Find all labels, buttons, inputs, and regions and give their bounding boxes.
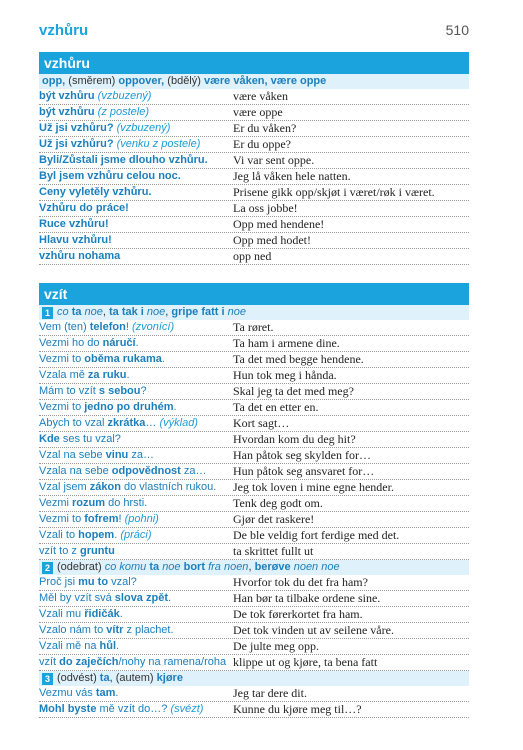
text-run: náručí	[102, 337, 136, 349]
text-run: do vlastních rukou.	[123, 481, 217, 493]
czech-phrase	[39, 416, 233, 431]
text-run: !	[118, 513, 125, 525]
example-row	[39, 121, 469, 137]
norwegian-translation: Kunne du kjøre meg til…?	[233, 702, 362, 716]
czech-phrase	[39, 400, 233, 415]
text-run: Mohl byste	[39, 703, 100, 715]
czech-phrase	[39, 544, 233, 559]
text-run: Byl jsem vzhůru celou noc.	[39, 170, 181, 182]
text-run: noe	[146, 306, 166, 318]
sense-number: 2	[42, 562, 53, 574]
text-run: /nohy na ramena/roha	[118, 656, 227, 668]
czech-phrase	[39, 89, 233, 104]
text-run: ,	[248, 561, 255, 573]
sense-number: 1	[42, 307, 53, 319]
norwegian-translation: Ta det en etter en.	[233, 400, 319, 414]
text-run: gripe fatt i	[171, 306, 228, 318]
czech-phrase	[39, 368, 233, 383]
text-run: (odvést)	[57, 672, 100, 684]
norwegian-translation: Hun påtok seg ansvaret for…	[233, 464, 375, 478]
text-run: ,	[102, 306, 110, 318]
text-run: Ceny vyletěly vzhůru.	[39, 186, 152, 198]
example-row	[39, 544, 469, 560]
text-run: Už jsi vzhůru?	[39, 138, 117, 150]
text-run: být vzhůru	[39, 106, 98, 118]
example-row	[39, 607, 469, 623]
text-run: Vzalo nám to	[39, 624, 107, 636]
text-run: řidičák	[84, 608, 120, 620]
sense-line	[39, 305, 469, 320]
text-run: (svézt)	[170, 703, 204, 715]
norwegian-translation: Skal jeg ta det med meg?	[233, 384, 354, 398]
text-run: z plachet.	[126, 624, 174, 636]
czech-phrase	[39, 448, 233, 463]
czech-phrase	[39, 384, 233, 399]
norwegian-translation: Jeg tar dere dit.	[233, 686, 307, 700]
text-run: noe	[227, 306, 246, 318]
text-run: ses tu vzal?	[62, 433, 121, 445]
text-run: gruntu	[79, 545, 115, 557]
text-run: s sebou	[98, 385, 141, 397]
czech-phrase	[39, 464, 233, 479]
example-row	[39, 623, 469, 639]
example-row	[39, 217, 469, 233]
text-run: (vzbuzený)	[116, 122, 171, 134]
text-run: bort	[183, 561, 209, 573]
text-run: Byli/Zůstali jsme dlouho vzhůru.	[39, 154, 208, 166]
running-header	[39, 0, 469, 52]
text-run: zkrátka	[107, 417, 146, 429]
norwegian-translation: klippe ut og kjøre, ta bena fatt	[233, 655, 378, 669]
example-row	[39, 153, 469, 169]
text-run: Vezmi to	[39, 513, 85, 525]
czech-phrase	[39, 169, 233, 184]
norwegian-translation: Er du våken?	[233, 121, 297, 135]
text-run: Ruce vzhůru!	[39, 218, 109, 230]
example-row	[39, 686, 469, 702]
norwegian-translation: Opp med hendene!	[233, 217, 325, 231]
text-run: oppover,	[118, 75, 165, 87]
czech-phrase	[39, 575, 233, 590]
sense-number: 3	[42, 673, 53, 685]
czech-phrase	[39, 528, 233, 543]
text-run: Proč jsi	[39, 576, 79, 588]
czech-phrase	[39, 496, 233, 511]
norwegian-translation: La oss jobbe!	[233, 201, 298, 215]
norwegian-translation: Vi var sent oppe.	[233, 153, 315, 167]
norwegian-translation: være våken	[233, 89, 288, 103]
norwegian-translation: opp ned	[233, 249, 272, 263]
example-row	[39, 528, 469, 544]
text-run: (z postele)	[97, 106, 150, 118]
example-row	[39, 137, 469, 153]
text-run: Vezmi ho do	[39, 337, 103, 349]
text-run: hůl	[99, 640, 117, 652]
example-row	[39, 320, 469, 336]
czech-phrase	[39, 512, 233, 527]
text-run: do hrsti.	[108, 497, 148, 509]
czech-phrase	[39, 320, 233, 335]
norwegian-translation: Hvordan kom du deg hit?	[233, 432, 356, 446]
norwegian-translation: Gjør det raskere!	[233, 512, 315, 526]
text-run: vinu	[105, 449, 132, 461]
czech-phrase	[39, 591, 233, 606]
text-run: (pohni)	[124, 513, 159, 525]
text-run: noe	[84, 306, 103, 318]
norwegian-translation: Prisene gikk opp/skjøt i været/røk i været.	[233, 185, 435, 199]
czech-phrase	[39, 153, 233, 168]
example-row	[39, 336, 469, 352]
norwegian-translation: Ta røret.	[233, 320, 274, 334]
text-run: slova zpět	[114, 592, 168, 604]
text-run: noen noe	[293, 561, 340, 573]
text-run: jedno po druhém	[84, 401, 174, 413]
text-run: (vzbuzený)	[97, 90, 152, 102]
example-row	[39, 400, 469, 416]
text-run: Vzhůru do práce!	[39, 202, 129, 214]
text-run: Měl by vzít svá	[39, 592, 115, 604]
example-row	[39, 201, 469, 217]
text-run: tam	[95, 687, 116, 699]
text-run: Vezmi to	[39, 353, 85, 365]
text-run: noe	[162, 561, 184, 573]
example-row	[39, 512, 469, 528]
example-row	[39, 432, 469, 448]
example-row	[39, 591, 469, 607]
text-run: (práci)	[120, 529, 152, 541]
text-run: být vzhůru	[39, 90, 98, 102]
text-run: ta	[99, 672, 110, 684]
text-run: ?	[140, 385, 147, 397]
text-run: berøve	[254, 561, 294, 573]
text-run: Vzala na sebe	[39, 465, 112, 477]
example-row	[39, 575, 469, 591]
text-run: vítr	[106, 624, 127, 636]
text-run: za…	[131, 449, 154, 461]
text-run: (venku z postele)	[116, 138, 201, 150]
example-row	[39, 249, 469, 265]
text-run: co	[57, 306, 72, 318]
text-run: .	[173, 401, 177, 413]
text-run: Vzal jsem	[39, 481, 90, 493]
text-run: fofrem	[84, 513, 119, 525]
dictionary-entry	[39, 283, 469, 718]
text-run: .	[116, 640, 120, 652]
norwegian-translation: Er du oppe?	[233, 137, 291, 151]
example-row	[39, 368, 469, 384]
text-run: .	[135, 337, 139, 349]
norwegian-translation: De ble veldig fort ferdige med det.	[233, 528, 400, 542]
text-run: mě vzít do…?	[99, 703, 171, 715]
example-row	[39, 105, 469, 121]
text-run: co komu	[104, 561, 150, 573]
example-row	[39, 702, 469, 718]
example-row	[39, 655, 469, 671]
example-row	[39, 233, 469, 249]
czech-phrase	[39, 201, 233, 216]
text-run: ta	[149, 561, 163, 573]
czech-phrase	[39, 480, 233, 495]
czech-phrase	[39, 686, 233, 701]
text-run: Kde	[39, 433, 63, 445]
czech-phrase	[39, 352, 233, 367]
text-run: za…	[183, 465, 207, 477]
czech-phrase	[39, 105, 233, 120]
text-run: vzhůru nohama	[39, 250, 121, 262]
czech-phrase	[39, 217, 233, 232]
example-row	[39, 464, 469, 480]
czech-phrase	[39, 249, 233, 264]
czech-phrase	[39, 607, 233, 622]
example-row	[39, 89, 469, 105]
text-run: vzít	[39, 656, 60, 668]
text-run: hopem	[78, 529, 115, 541]
text-run: ,	[165, 306, 172, 318]
text-run: fra noen	[208, 561, 249, 573]
example-row	[39, 416, 469, 432]
page-number: 510	[445, 22, 469, 38]
text-run: .	[114, 529, 121, 541]
czech-phrase	[39, 432, 233, 447]
czech-phrase	[39, 185, 233, 200]
text-run: Vzali to	[39, 529, 79, 541]
text-run: zákon	[89, 481, 124, 493]
norwegian-translation: Ta det med begge hendene.	[233, 352, 364, 366]
norwegian-translation: Jeg tok loven i mine egne hender.	[233, 480, 394, 494]
norwegian-translation: De julte meg opp.	[233, 639, 319, 653]
czech-phrase	[39, 623, 233, 638]
czech-phrase	[39, 639, 233, 654]
czech-phrase	[39, 655, 233, 670]
text-run: odpovědnost	[111, 465, 184, 477]
example-row	[39, 496, 469, 512]
example-row	[39, 639, 469, 655]
text-run: Vezmu vás	[39, 687, 96, 699]
text-run: za ruku	[87, 369, 127, 381]
text-run: mu to	[78, 576, 112, 588]
czech-phrase	[39, 336, 233, 351]
text-run: !	[125, 321, 132, 333]
entry-headword: vzít	[39, 283, 469, 305]
text-run: .	[115, 687, 119, 699]
text-run: do zaječích	[59, 656, 119, 668]
czech-phrase	[39, 137, 233, 152]
text-run: (bdělý)	[164, 75, 204, 87]
czech-phrase	[39, 121, 233, 136]
text-run: oběma rukama	[84, 353, 162, 365]
text-run: Abych to vzal	[39, 417, 108, 429]
text-run: være våken, være oppe	[203, 75, 327, 87]
sense-line	[39, 671, 469, 686]
example-row	[39, 352, 469, 368]
text-run: .	[119, 608, 123, 620]
text-run: rozum	[72, 497, 109, 509]
norwegian-translation: Kort sagt…	[233, 416, 290, 430]
text-run: opp,	[42, 75, 66, 87]
norwegian-translation: Han bør ta tilbake ordene sine.	[233, 591, 381, 605]
entry-headword: vzhůru	[39, 52, 469, 74]
text-run: .	[126, 369, 130, 381]
text-run: Mám to vzít	[39, 385, 99, 397]
text-run: Hlavu vzhůru!	[39, 234, 112, 246]
example-row	[39, 185, 469, 201]
text-run: (odebrat)	[57, 561, 105, 573]
norwegian-translation: De tok førerkortet fra ham.	[233, 607, 363, 621]
dictionary-entry	[39, 52, 469, 265]
norwegian-translation: Tenk deg godt om.	[233, 496, 323, 510]
text-run: Vezmi to	[39, 401, 85, 413]
text-run: telefon	[89, 321, 126, 333]
text-run: …	[145, 417, 160, 429]
norwegian-translation: være oppe	[233, 105, 283, 119]
norwegian-translation: Han påtok seg skylden for…	[233, 448, 371, 462]
text-run: Už jsi vzhůru?	[39, 122, 117, 134]
running-headword: vzhůru	[39, 22, 89, 39]
dictionary-page	[39, 0, 469, 736]
text-run: , (autem)	[109, 672, 157, 684]
text-run: (směrem)	[65, 75, 119, 87]
example-row	[39, 384, 469, 400]
czech-phrase	[39, 233, 233, 248]
text-run: Vzali mu	[39, 608, 85, 620]
text-run: ta tak i	[109, 306, 147, 318]
norwegian-translation: Hvorfor tok du det fra ham?	[233, 575, 368, 589]
norwegian-translation: Jeg lå våken hele natten.	[233, 169, 351, 183]
example-row	[39, 448, 469, 464]
text-run: kjøre	[156, 672, 183, 684]
norwegian-translation: Ta ham i armene dine.	[233, 336, 340, 350]
text-run: .	[161, 353, 165, 365]
norwegian-translation: Det tok vinden ut av seilene våre.	[233, 623, 394, 637]
text-run: Vem (ten)	[39, 321, 90, 333]
text-run: (zvonící)	[131, 321, 175, 333]
text-run: Vzali mě na	[39, 640, 100, 652]
text-run: (výklad)	[159, 417, 198, 429]
sense-line	[39, 560, 469, 575]
czech-phrase	[39, 702, 233, 717]
text-run: Vzal na sebe	[39, 449, 106, 461]
text-run: ta	[71, 306, 85, 318]
entries-list	[39, 52, 469, 718]
example-row	[39, 480, 469, 496]
text-run: Vezmi	[39, 497, 73, 509]
text-run: vzít to z	[39, 545, 80, 557]
text-run: vzal?	[111, 576, 137, 588]
sense-line	[39, 74, 469, 89]
text-run: Vzala mě	[39, 369, 88, 381]
norwegian-translation: ta skrittet fullt ut	[233, 544, 314, 558]
text-run: .	[167, 592, 172, 604]
example-row	[39, 169, 469, 185]
norwegian-translation: Opp med hodet!	[233, 233, 311, 247]
norwegian-translation: Hun tok meg i hånda.	[233, 368, 337, 382]
